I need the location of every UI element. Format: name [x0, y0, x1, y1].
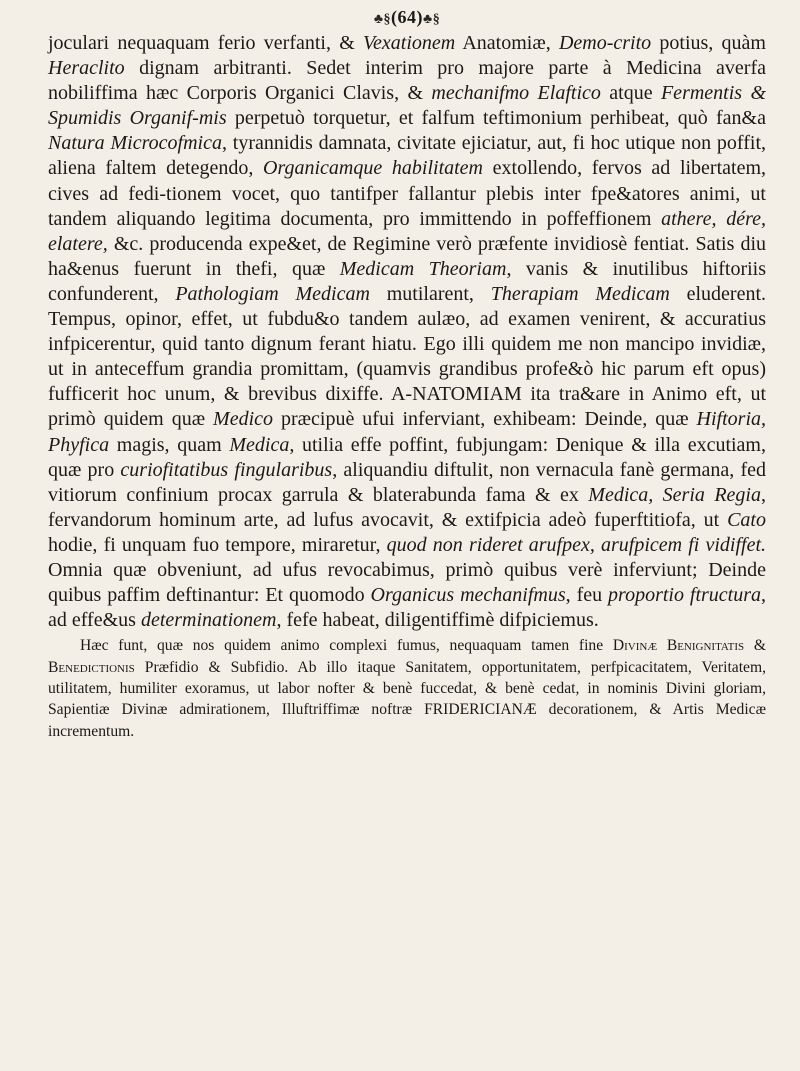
italic-run: athere, dére, elatere,: [48, 207, 766, 255]
text-run: eluderent. Tempus, opinor, effet, ut fubdu&o tandem aulæo, ad examen venirent, & accuratius infpicerentur, quid tanto dignum ferant hiatu. Ego illi quidem me non mancipo invidiæ, ut in anteceffum grandia promittam, (quamvis grandibus profe&ò hic parum eft opus) fufficerit hoc unum, & brevibus dixiffe. A-NATOMIAM ita tra&are in Animo eft, ut primò quidem quæ: [48, 282, 767, 431]
italic-run: Fermentis & Spumidis Organif-mis: [48, 82, 767, 130]
main-paragraph: [48, 31, 766, 633]
italic-run: curiofitatibus fingularibus: [120, 458, 333, 481]
text-run: potius, quàm: [651, 32, 766, 54]
ornament-right-icon: ♣§: [423, 12, 441, 27]
text-run: joculari nequaquam ferio verfanti, &: [48, 32, 364, 54]
text-run: magis, quam: [109, 433, 230, 456]
italic-run: Medico: [213, 408, 274, 431]
italic-run: Cato: [727, 508, 766, 531]
italic-run: Natura Microcofmica: [48, 132, 222, 155]
italic-run: Vexationem: [363, 32, 456, 54]
text-run: dignam arbitranti. Sedet interim pro majore parte à Medicina averfa nobiliffima hæc Corporis Organici Clavis, &: [48, 57, 766, 105]
text-run: , fervandorum hominum arte, ad lufus avocavit, & extifpicia adeò fuperftitiofa, ut: [48, 483, 766, 531]
text-run: &: [744, 637, 767, 655]
italic-run: Organicus mechanifmus: [370, 584, 566, 607]
text-run: , ad effe&us: [48, 584, 766, 632]
text-run: mutilarent,: [369, 282, 491, 305]
italic-run: Hiftoria, Phyfica: [48, 408, 766, 456]
text-run: Omnia quæ obveniunt, ad ufus revocabimus, primò quibus verè inferviunt; Deinde quibus paffim deftinantur: Et quomodo: [48, 558, 766, 607]
italic-run: Medica, Seria Regia: [588, 483, 761, 506]
text-run: , vanis & inutilibus hiftoriis confunderent,: [48, 257, 766, 305]
italic-run: determinationem: [140, 609, 277, 632]
text-run: Anatomiæ,: [455, 32, 559, 54]
closing-paragraph: [48, 635, 766, 742]
italic-run: proportio ftructura: [608, 584, 761, 607]
italic-run: Organicamque habilitatem: [263, 157, 484, 180]
italic-run: Medica: [229, 433, 290, 456]
italic-run: Therapiam Medicam: [490, 282, 670, 305]
text-run: hodie, fi unquam fuo tempore, miraretur,: [48, 533, 387, 556]
page-number: (64): [391, 7, 423, 27]
text-run: Præfidio & Subfidio. Ab illo itaque Sanitatem, opportunitatem, perfpicacitatem, Veritatem, utilitatem, humiliter exoramus, ut labor nofter & benè fuccedat, & benè cedat, in nominis Divini gloriam, Sapientiæ Divinæ admirationem, Illuftriffimæ noftræ FRIDERICIANÆ decorationem, & Artis Medicæ incrementum.: [48, 658, 766, 740]
text-run: , tyrannidis damnata, civitate ejiciatur, aut, fi hoc utique non poffit, aliena faltem detegendo,: [48, 132, 767, 180]
small-caps-run: Divinæ Benignitatis: [612, 637, 745, 655]
italic-run: Medicam Theoriam: [339, 257, 507, 280]
italic-run: Heraclito: [48, 57, 125, 80]
ornament-left-icon: ♣§: [373, 12, 391, 27]
text-run: , utilia effe poffint, fubjungam: Denique & illa excutiam, quæ pro: [48, 433, 766, 481]
text-run: &c. producenda expe&et, de Regimine verò præfente invidiosè fentiat. Satis diu ha&enus fuerunt in thefi, quæ: [48, 232, 766, 280]
text-run: perpetuò torquetur, et falfum teftimonium perhibeat, quò fan&a: [226, 107, 766, 130]
text-run: Hæc funt, quæ nos quidem animo complexi fumus, nequaquam tamen fine: [80, 637, 613, 655]
italic-run: Pathologiam Medicam: [175, 282, 370, 305]
italic-run: Demo-crito: [558, 32, 652, 54]
text-run: , aliquandiu diftulit, non vernacula fanè germana, fed vitiorum confinium procax garrula & blaterabunda fama & ex: [48, 458, 766, 506]
italic-run: quod non rideret arufpex, arufpicem fi vidiffet.: [386, 533, 766, 556]
text-run: , fefe habeat, diligentiffimè difpiciemus.: [276, 609, 599, 632]
text-run: extollendo, fervos ad libertatem, cives ad fedi-tionem vocet, quo tantifper fallantur plebis inter fpe&atores animi, ut tandem aliquando legitima documenta, pro immittendo in poffeffionem: [48, 157, 767, 230]
italic-run: mechanifmo Elaftico: [431, 82, 601, 105]
text-run: præcipuè ufui inferviant, exhibeam: Deinde, quæ: [273, 408, 697, 431]
small-caps-run: Benedictionis: [48, 658, 135, 676]
text-run: , feu: [565, 584, 609, 607]
text-run: atque: [600, 82, 661, 105]
page-header: [48, 0, 766, 31]
